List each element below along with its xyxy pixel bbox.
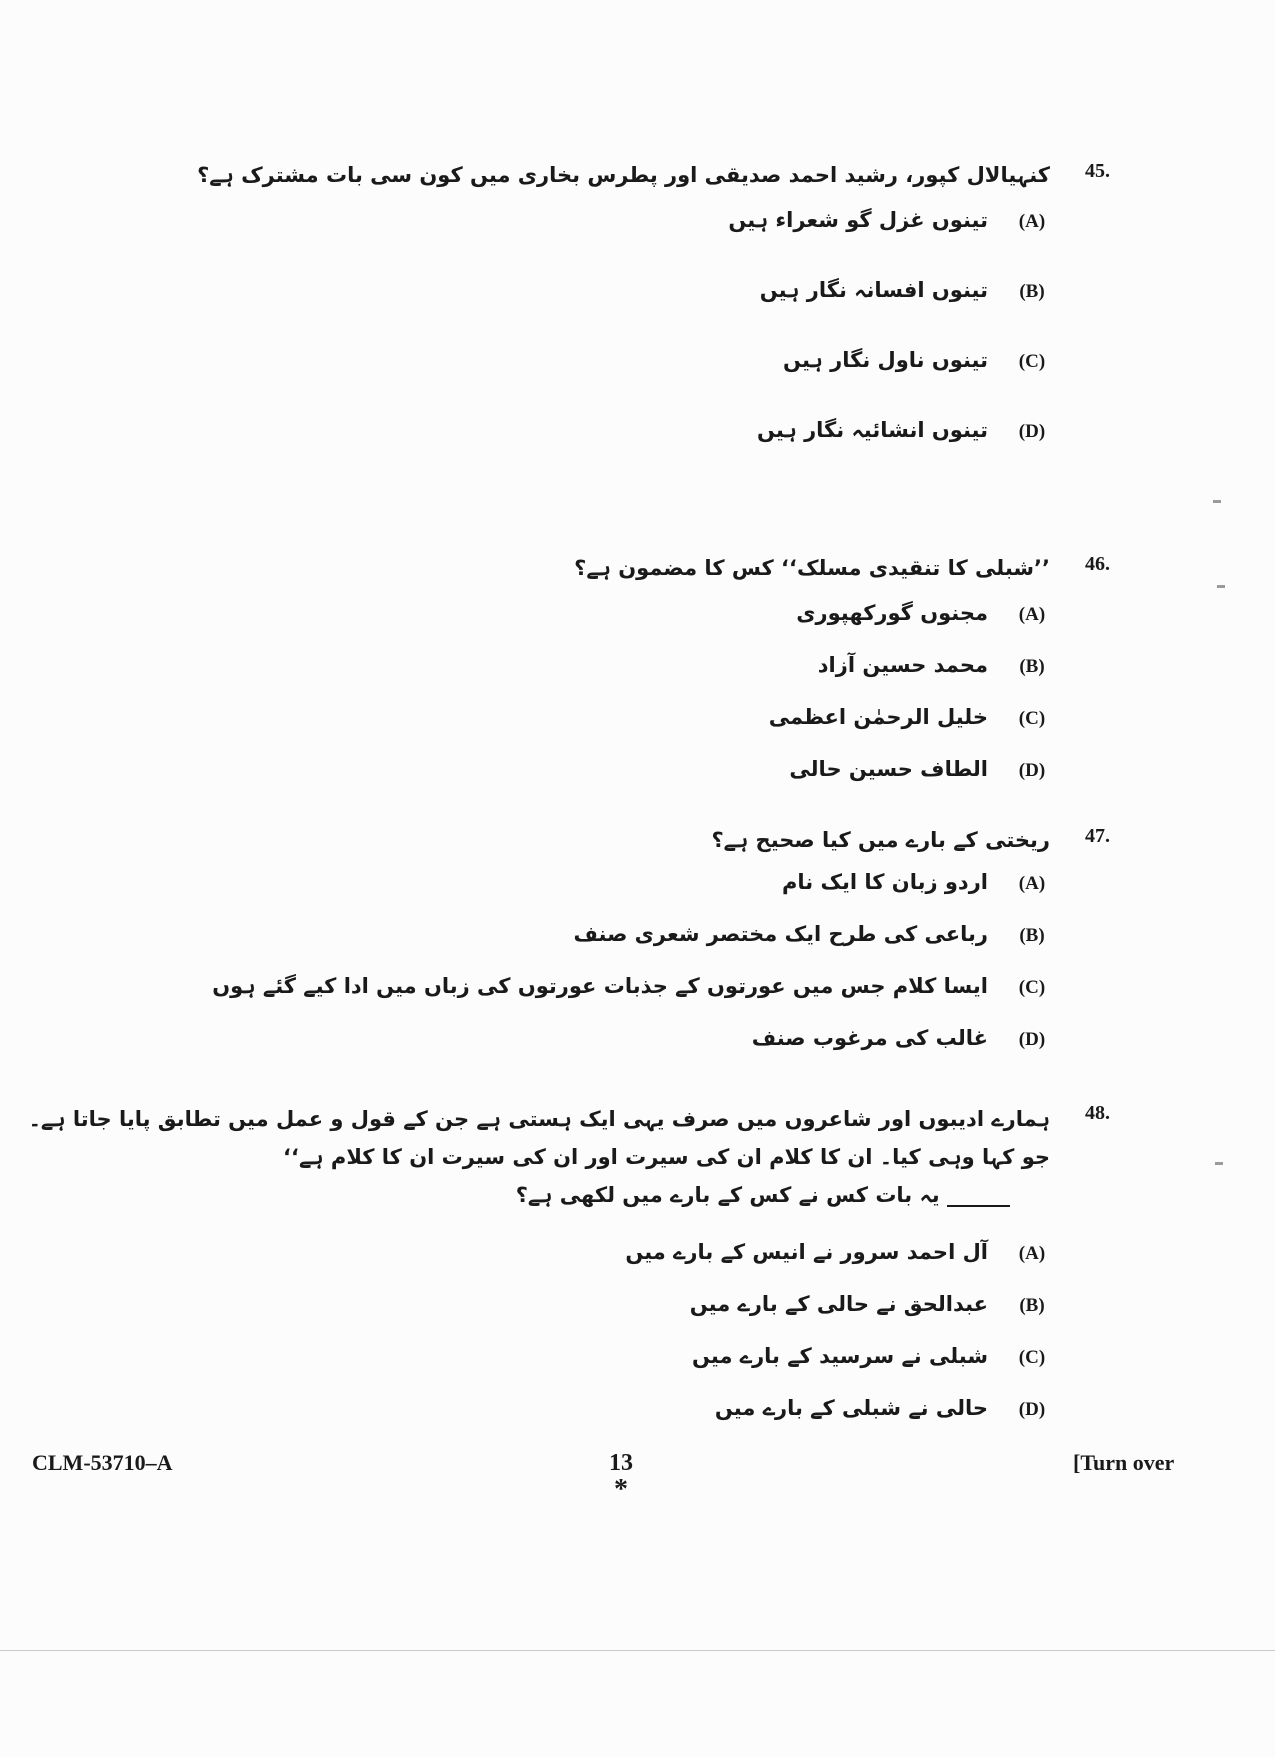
options-list: [212, 870, 1050, 1078]
option-a[interactable]: [625, 1240, 1050, 1292]
options-list: [728, 208, 1050, 488]
footer-star: *: [614, 1474, 628, 1505]
question-text: ریختی کے بارے میں کیا صحیح ہے؟: [711, 828, 1050, 852]
option-d[interactable]: [625, 1396, 1050, 1448]
question-number: 47.: [1085, 825, 1110, 847]
option-text: الطاف حسین حالی: [789, 757, 988, 781]
question-header: [45, 158, 1145, 202]
option-text: حالی نے شبلی کے بارے میں: [714, 1396, 988, 1420]
option-text: شبلی نے سرسید کے بارے میں: [691, 1344, 988, 1368]
option-d[interactable]: [769, 757, 1050, 809]
footer-code: CLM-53710–A: [32, 1450, 173, 1475]
footer-turn-over: [Turn over: [1073, 1450, 1175, 1475]
question-number: 46.: [1085, 553, 1110, 575]
option-text: تینوں ناول نگار ہیں: [783, 348, 988, 372]
edge-mark: [1215, 1162, 1223, 1165]
option-c[interactable]: [769, 705, 1050, 757]
question-47: [45, 823, 1145, 1050]
option-b[interactable]: [769, 653, 1050, 705]
option-text: تینوں غزل گو شعراء ہیں: [728, 208, 988, 232]
option-text: تینوں انشائیہ نگار ہیں: [757, 418, 988, 442]
question-46: [45, 551, 1145, 781]
options-list: [769, 601, 1050, 809]
question-45: [45, 158, 1145, 442]
option-b[interactable]: [625, 1292, 1050, 1344]
footer-page-number: 13: [609, 1450, 633, 1476]
question-text: کنہیالال کپور، رشید احمد صدیقی اور پطرس بخاری میں کون سی بات مشترک ہے؟: [197, 163, 1050, 187]
option-letter: (C): [1018, 351, 1046, 372]
option-text: آل احمد سرور نے انیس کے بارے میں: [625, 1240, 988, 1264]
option-letter: (A): [1018, 604, 1046, 625]
question-48: [28, 1100, 1145, 1420]
option-text: مجنوں گورکھپوری: [796, 601, 988, 625]
option-text: محمد حسین آزاد: [817, 653, 988, 677]
option-b[interactable]: [728, 278, 1050, 348]
bottom-rule: [0, 1650, 1275, 1651]
option-text: تینوں افسانہ نگار ہیں: [759, 278, 988, 302]
option-c[interactable]: [625, 1344, 1050, 1396]
option-a[interactable]: [769, 601, 1050, 653]
option-text: خلیل الرحمٰن اعظمی: [768, 705, 988, 729]
edge-mark: [1213, 500, 1221, 503]
option-a[interactable]: [728, 208, 1050, 278]
option-letter: (C): [1018, 977, 1046, 998]
question-number: 45.: [1085, 160, 1110, 182]
option-letter: (B): [1019, 281, 1045, 302]
option-letter: (B): [1019, 925, 1045, 946]
option-letter: (C): [1018, 1347, 1046, 1368]
option-d[interactable]: [212, 1026, 1050, 1078]
option-letter: (D): [1018, 1399, 1046, 1420]
option-text: غالب کی مرغوب صنف: [751, 1026, 988, 1050]
question-header: [28, 1100, 1145, 1230]
question-header: [45, 823, 1145, 867]
question-text: ’’شبلی کا تنقیدی مسلک‘‘ کس کا مضمون ہے؟: [574, 556, 1050, 580]
option-letter: (A): [1018, 873, 1046, 894]
question-text-line: ہمارے ادیبوں اور شاعروں میں صرف یہی ایک ہستی ہے جن کے قول و عمل میں تطابق پایا جاتا ہے۔: [28, 1107, 1050, 1131]
option-letter: (B): [1019, 656, 1045, 677]
option-text: اردو زبان کا ایک نام: [782, 870, 988, 894]
question-text-line: ______ یہ بات کس نے کس کے بارے میں لکھی ہے؟: [515, 1183, 1010, 1207]
option-letter: (D): [1018, 1029, 1046, 1050]
option-letter: (A): [1018, 1243, 1046, 1264]
option-letter: (D): [1018, 421, 1046, 442]
option-c[interactable]: [212, 974, 1050, 1026]
option-text: ایسا کلام جس میں عورتوں کے جذبات عورتوں کی زباں میں ادا کیے گئے ہوں: [212, 974, 988, 998]
edge-mark: [1217, 585, 1225, 588]
option-letter: (B): [1019, 1295, 1045, 1316]
options-list: [625, 1240, 1050, 1448]
question-text: [29, 1100, 1050, 1214]
question-header: [45, 551, 1145, 595]
option-letter: (D): [1018, 760, 1046, 781]
option-b[interactable]: [212, 922, 1050, 974]
option-a[interactable]: [212, 870, 1050, 922]
option-text: عبدالحق نے حالی کے بارے میں: [689, 1292, 988, 1316]
question-text-line: جو کہا وہی کیا۔ ان کا کلام ان کی سیرت اور ان کی سیرت ان کا کلام ہے‘‘: [283, 1145, 1050, 1169]
option-text: رباعی کی طرح ایک مختصر شعری صنف: [573, 922, 988, 946]
option-letter: (C): [1018, 708, 1046, 729]
option-letter: (A): [1018, 211, 1046, 232]
option-d[interactable]: [728, 418, 1050, 488]
question-number: 48.: [1085, 1102, 1110, 1124]
option-c[interactable]: [728, 348, 1050, 418]
